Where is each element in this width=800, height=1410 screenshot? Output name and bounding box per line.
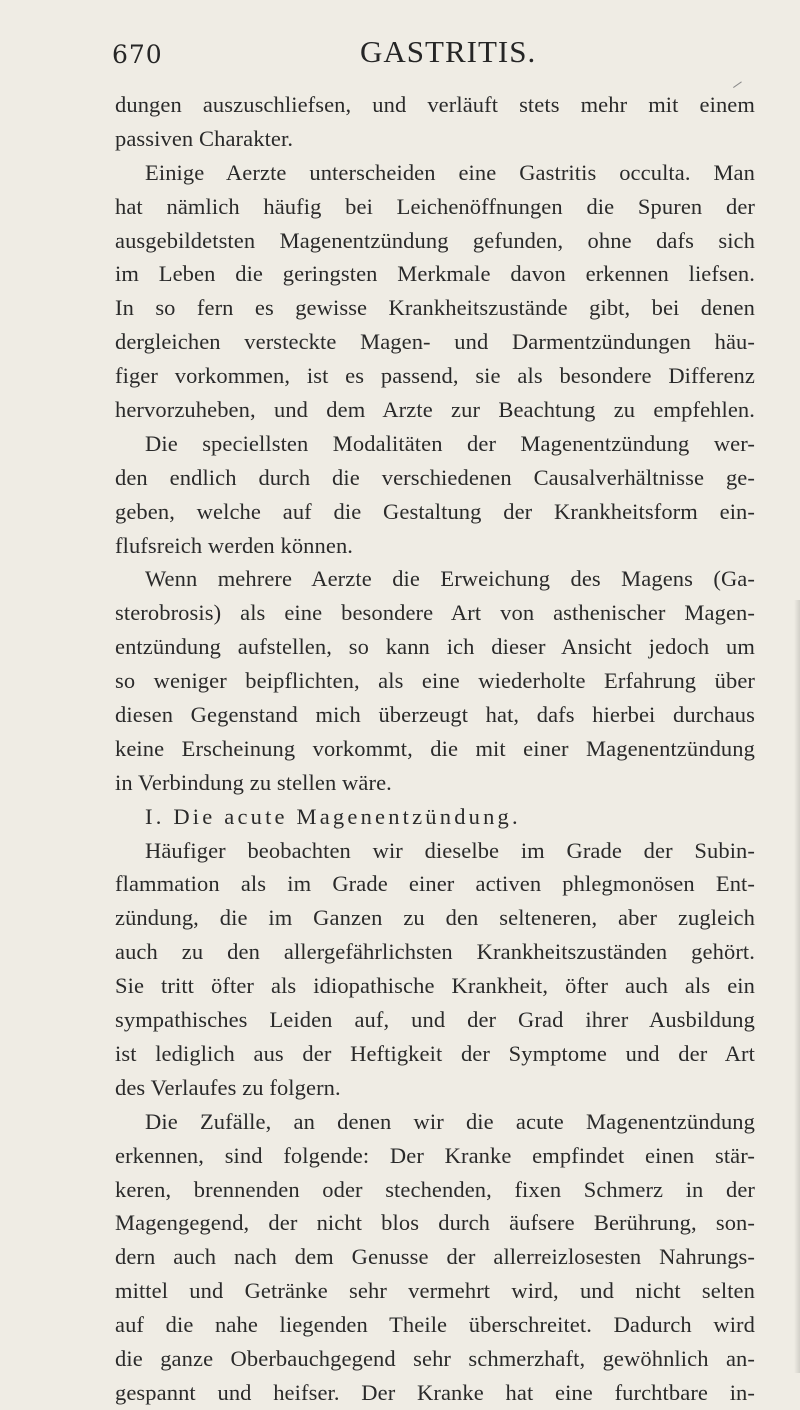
page-number: 670 bbox=[112, 40, 163, 69]
text-line: In so fern es gewisse Krankheitszustände gibt, bei denen bbox=[115, 295, 755, 321]
text-line: so weniger beipflichten, als eine wiederholte Erfahrung über bbox=[115, 668, 755, 694]
text-line: geben, welche auf die Gestaltung der Krankheitsform ein- bbox=[115, 498, 755, 524]
text-line: sterobrosis) als eine besondere Art von asthenischer Magen- bbox=[115, 600, 755, 626]
body-text bbox=[115, 88, 755, 1410]
text-line: des Verlaufes zu folgern. bbox=[115, 1074, 341, 1100]
text-line: Magengegend, der nicht blos durch äufsere Berührung, son- bbox=[115, 1210, 755, 1236]
section-heading: I. Die acute Magenentzündung. bbox=[145, 803, 521, 829]
text-line: entzündung aufstellen, so kann ich dieser Ansicht jedoch um bbox=[115, 634, 755, 660]
page-edge-shadow bbox=[794, 600, 800, 1373]
text-line: auf die nahe liegenden Theile überschreitet. Dadurch wird bbox=[115, 1312, 755, 1338]
text-line: mittel und Getränke sehr vermehrt wird, und nicht selten bbox=[115, 1278, 755, 1304]
text-line: dungen auszuschliefsen, und verläuft stets mehr mit einem bbox=[115, 92, 755, 117]
text-line: den endlich durch die verschiedenen Causalverhältnisse ge- bbox=[115, 464, 755, 490]
text-line: Einige Aerzte unterscheiden eine Gastritis occulta. Man bbox=[145, 159, 755, 185]
text-line: ist lediglich aus der Heftigkeit der Symptome und der Art bbox=[115, 1040, 755, 1066]
page-header bbox=[0, 0, 800, 80]
text-line: sympathisches Leiden auf, und der Grad ihrer Ausbildung bbox=[115, 1007, 755, 1033]
text-line: diesen Gegenstand mich überzeugt hat, dafs hierbei durchaus bbox=[115, 702, 755, 728]
text-line: im Leben die geringsten Merkmale davon erkennen liefsen. bbox=[115, 261, 755, 287]
text-line: figer vorkommen, ist es passend, sie als besondere Differenz bbox=[115, 363, 755, 389]
text-line: zündung, die im Ganzen zu den selteneren, aber zugleich bbox=[115, 905, 755, 931]
text-line: Die Zufälle, an denen wir die acute Magenentzündung bbox=[145, 1108, 755, 1134]
text-line: hervorzuheben, und dem Arzte zur Beachtung zu empfehlen. bbox=[115, 397, 755, 423]
text-line: keine Erscheinung vorkommt, die mit einer Magenentzündung bbox=[115, 735, 755, 761]
text-line: hat nämlich häufig bei Leichenöffnungen die Spuren der bbox=[115, 193, 755, 219]
text-line: auch zu den allergefährlichsten Krankheitszuständen gehört. bbox=[115, 939, 755, 965]
text-line: flufsreich werden können. bbox=[115, 532, 354, 558]
text-line: Die speciellsten Modalitäten der Magenentzündung wer- bbox=[145, 430, 755, 456]
text-line: flammation als im Grade einer activen phlegmonösen Ent- bbox=[115, 871, 755, 897]
text-line: in Verbindung zu stellen wäre. bbox=[115, 769, 392, 795]
text-line: Sie tritt öfter als idiopathische Krankheit, öfter auch als ein bbox=[115, 973, 755, 999]
text-line: erkennen, sind folgende: Der Kranke empfindet einen stär- bbox=[115, 1142, 755, 1168]
text-line: dern auch nach dem Genusse der allerreizlosesten Nahrungs- bbox=[115, 1244, 755, 1270]
text-line: die ganze Oberbauchgegend sehr schmerzhaft, gewöhnlich an- bbox=[115, 1345, 755, 1371]
text-line: passiven Charakter. bbox=[115, 125, 294, 151]
running-head: GASTRITIS. bbox=[360, 34, 537, 69]
text-line: gespannt und heifser. Der Kranke hat eine furchtbare in- bbox=[115, 1379, 755, 1405]
text-line: Wenn mehrere Aerzte die Erweichung des Magens (Ga- bbox=[145, 566, 755, 592]
text-line: keren, brennenden oder stechenden, fixen Schmerz in der bbox=[115, 1176, 755, 1202]
text-line: Häufiger beobachten wir dieselbe im Grade der Subin- bbox=[145, 837, 755, 863]
text-line: dergleichen versteckte Magen- und Darmentzündungen häu- bbox=[115, 329, 755, 355]
text-line: ausgebildetsten Magenentzündung gefunden, ohne dafs sich bbox=[115, 227, 755, 253]
